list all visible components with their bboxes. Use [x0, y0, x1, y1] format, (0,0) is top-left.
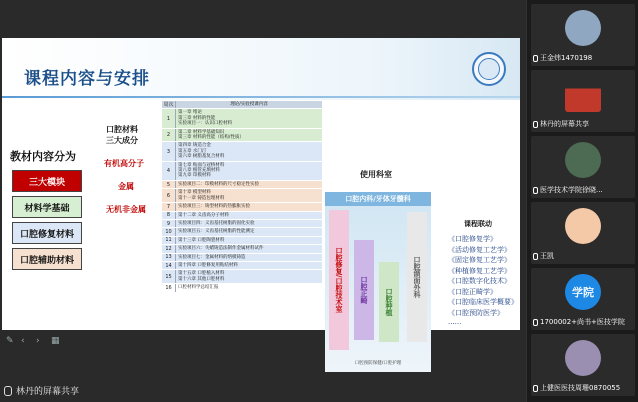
week-number: 16: [162, 284, 176, 291]
university-logo-icon: [472, 52, 506, 86]
department-top-band: 口腔内科/牙体牙髓科: [325, 192, 431, 206]
week-number: 11: [162, 237, 176, 244]
course-item: 《口腔预防医学》: [448, 308, 504, 317]
course-item: 《固定修复工艺学》: [448, 256, 511, 264]
header-content: 理论/实验授课内容: [230, 102, 268, 107]
avatar: [565, 208, 601, 244]
week-number: 15: [162, 270, 176, 283]
component-organic: 有机高分子: [104, 159, 144, 168]
course-item: 《口腔修复学》: [448, 235, 497, 243]
department-bar-1: 口腔正畸: [354, 240, 374, 340]
week-content: 第十三章 口腔陶瓷材料: [178, 237, 225, 243]
table-row: [162, 254, 322, 262]
avatar: [565, 340, 601, 376]
week-content: 第十五章 口腔植入材料 第十六章 其他口腔材料: [178, 271, 225, 282]
prev-arrow-icon[interactable]: ‹: [21, 336, 25, 346]
table-header: [162, 101, 322, 109]
components-heading-line2: 三大成分: [106, 136, 138, 145]
participant-name-text: 医学技术学院徐晓...: [540, 186, 603, 194]
table-row: [162, 284, 322, 292]
component-metal: 金属: [118, 182, 134, 191]
department-bar-3: 口腔颌面外科: [407, 212, 427, 342]
microphone-icon: [533, 253, 538, 260]
microphone-icon: [533, 187, 538, 194]
participant-sidebar: [526, 0, 638, 402]
participant-tile[interactable]: [531, 202, 635, 264]
participant-tile[interactable]: [531, 136, 635, 198]
week-content: 第四章 铸造合金 第五章 水门汀 第六章 树脂基复合材料: [178, 143, 225, 160]
week-number: 9: [162, 220, 176, 227]
week-content: 实验项目五：义齿基托树脂的性能测定: [178, 229, 255, 235]
next-arrow-icon[interactable]: ›: [36, 336, 40, 346]
table-row: [162, 181, 322, 189]
participant-tile[interactable]: [531, 334, 635, 396]
pen-icon[interactable]: ✎: [6, 336, 14, 346]
course-item: ......: [448, 318, 462, 326]
table-row: [162, 212, 322, 220]
participant-name: [533, 185, 633, 196]
week-content: 实验项目三：铸型材料的热膨胀实验: [178, 204, 250, 210]
participant-name-text: 王凯: [540, 252, 554, 260]
course-item: 《口腔数字化技术》: [448, 277, 511, 285]
week-content: 第十二章 义齿高分子材料: [178, 212, 229, 218]
table-row: [162, 189, 322, 203]
participant-name: [533, 119, 633, 130]
slide-title: 课程内容与安排: [24, 69, 150, 89]
participant-tile[interactable]: [531, 4, 635, 66]
avatar: 学院: [565, 274, 601, 310]
table-row: [162, 129, 322, 143]
table-row: [162, 237, 322, 245]
participant-name-text: 上健医医技周珊0870055: [540, 384, 621, 392]
participant-tile[interactable]: [531, 268, 635, 330]
avatar: [565, 76, 601, 112]
week-content: 第七章 贴面与冠桥材料 第八章 根管充填材料 第九章 印模材料: [178, 162, 225, 179]
participant-tile[interactable]: [531, 70, 635, 132]
week-number: 6: [162, 189, 176, 202]
participant-name: [533, 53, 633, 64]
table-row: [162, 109, 322, 128]
week-content: 第十章 模型材料 第十一章 铸造包埋材料: [178, 190, 225, 201]
participant-name-text: 林丹的屏幕共享: [540, 120, 589, 128]
week-content: 实验项目七：金属材料的熔模铸造: [178, 254, 246, 260]
week-number: 13: [162, 254, 176, 261]
presentation-slide: [2, 38, 520, 366]
schedule-table: [162, 101, 322, 293]
participant-name: [533, 383, 633, 394]
week-content: 第二章 材料学基础知识 第三章 材料的性能（结构/性质）: [178, 129, 244, 141]
department-bottom-band: 口腔预防保健/口腔护理: [354, 361, 402, 366]
participant-name-text: 王金炜1470198: [540, 54, 593, 62]
header-week: 周次: [162, 101, 176, 108]
week-number: 3: [162, 142, 176, 160]
module-box-2: 口腔修复材料: [12, 222, 82, 244]
screen-share-footer: [0, 380, 526, 402]
table-row: [162, 220, 322, 228]
week-number: 12: [162, 245, 176, 252]
table-row: [162, 162, 322, 181]
component-inorganic: 无机非金属: [106, 205, 146, 214]
microphone-icon: [533, 121, 538, 128]
module-box-0: 三大模块: [12, 170, 82, 192]
week-content: 实验项目二：印模材料的尺寸稳定性实验: [178, 181, 259, 187]
microphone-icon: [533, 385, 538, 392]
week-number: 10: [162, 228, 176, 235]
week-number: 1: [162, 109, 176, 127]
microphone-icon: [533, 55, 538, 62]
week-number: 8: [162, 212, 176, 219]
grid-icon[interactable]: ▦: [51, 336, 60, 346]
week-content: 第十四章 口腔修复用粘结材料: [178, 262, 238, 268]
linkage-title: 课程联动: [464, 220, 492, 228]
week-number: 7: [162, 203, 176, 210]
table-row: [162, 228, 322, 236]
microphone-icon: [533, 319, 538, 326]
course-item: 《活动修复工艺学》: [448, 245, 511, 254]
table-row: [162, 245, 322, 253]
table-row: [162, 270, 322, 284]
screen-share-label: 林丹的屏幕共享: [16, 387, 80, 397]
microphone-icon: [4, 386, 12, 396]
avatar: [565, 142, 601, 178]
components-heading-line1: 口腔材料: [106, 125, 138, 134]
participant-name: [533, 317, 633, 328]
week-content: 口腔材料学总结汇报: [178, 285, 219, 291]
department-diagram: [325, 192, 431, 372]
participant-name: [533, 251, 633, 262]
week-number: 4: [162, 162, 176, 180]
slide-toolbar: [6, 336, 61, 346]
table-row: [162, 142, 322, 161]
participant-name-text: 1700002+尚书+医技学院: [540, 318, 625, 326]
module-box-3: 口腔辅助材料: [12, 248, 82, 270]
course-item: 《口腔正畸学》: [448, 287, 497, 296]
week-number: 5: [162, 181, 176, 188]
week-number: 14: [162, 262, 176, 269]
avatar: [565, 10, 601, 46]
table-row: [162, 203, 322, 211]
department-bar-0: 口腔修复/口腔技术室: [329, 210, 349, 350]
course-item: 《种植修复工艺学》: [448, 266, 511, 275]
title-divider: [2, 96, 520, 98]
slide-header: [2, 38, 520, 100]
table-row: [162, 262, 322, 270]
week-number: 2: [162, 129, 176, 142]
room-title: 使用科室: [360, 170, 392, 179]
week-content: 实验项目四：义齿基托树脂的固化实验: [178, 220, 255, 226]
department-bar-2: 口腔种植: [379, 262, 399, 342]
course-item: 《口腔临床医学概要》: [448, 298, 518, 306]
module-heading: 教材内容分为: [10, 150, 76, 163]
week-content: 第一章 绪论 第三章 材料的性能 实验项目一：认识口腔材料: [178, 110, 232, 127]
week-content: 实验项目六：失蜡铸造法制作金属材料试件: [178, 246, 264, 252]
module-box-1: 材料学基础: [12, 196, 82, 218]
